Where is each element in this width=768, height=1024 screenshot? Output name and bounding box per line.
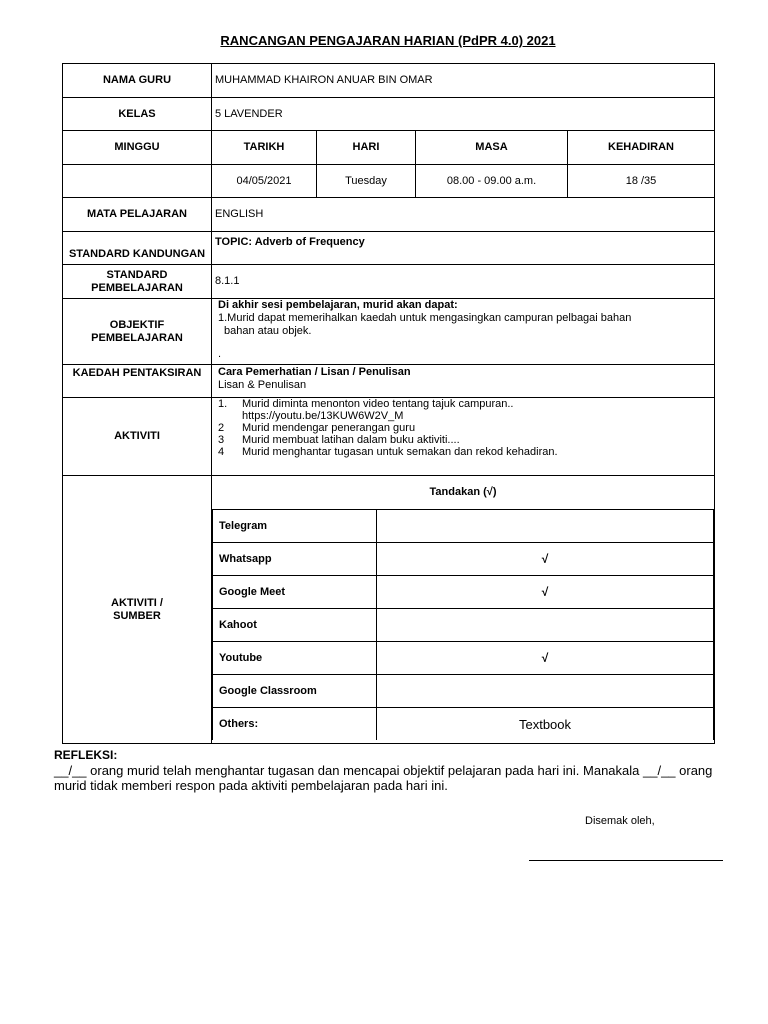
platform-row-google-meet — [213, 576, 714, 609]
check-icon[interactable]: √ — [377, 576, 714, 609]
header-kehadiran: KEHADIRAN — [568, 131, 715, 165]
refleksi-text[interactable]: __/__ orang murid telah menghantar tugasan dan mencapai objektif pelajaran pada hari ini. Manakala __/__ orang murid tidak memberi respon pada aktiviti pembelajaran pada hari ini. — [54, 763, 713, 793]
label-standard-line2: PEMBELAJARAN — [91, 281, 183, 294]
value-kelas: 5 LAVENDER — [212, 98, 715, 131]
label-kaedah: KAEDAH PENTAKSIRAN — [63, 365, 212, 398]
row-objektif — [63, 299, 715, 365]
disemak-label: Disemak oleh, — [585, 815, 655, 827]
video-link[interactable]: https://youtu.be/13KUW6W2V_M — [242, 410, 404, 422]
objektif-line-2: bahan atau objek. — [224, 325, 312, 337]
value-minggu — [63, 165, 212, 198]
value-masa: 08.00 - 09.00 a.m. — [416, 165, 568, 198]
platform-name: Whatsapp — [213, 543, 377, 576]
sumber-container — [212, 476, 715, 744]
value-standard-pembelajaran: 8.1.1 — [212, 265, 715, 299]
value-kehadiran: 18 /35 — [568, 165, 715, 198]
row-schedule-values — [63, 165, 715, 198]
aktiviti-item: 3 Murid membuat latihan dalam buku aktiviti.... — [218, 434, 460, 446]
platform-mark[interactable] — [377, 675, 714, 708]
value-nama-guru: MUHAMMAD KHAIRON ANUAR BIN OMAR — [212, 64, 715, 98]
platform-name: Youtube — [213, 642, 377, 675]
platform-row-others — [213, 708, 714, 741]
platform-row-google-classroom — [213, 675, 714, 708]
label-objektif-line1: OBJEKTIF — [109, 318, 165, 331]
objektif-line-1: 1.Murid dapat memerihalkan kaedah untuk mengasingkan campuran pelbagai bahan — [218, 312, 632, 324]
document-title: RANCANGAN PENGAJARAN HARIAN (PdPR 4.0) 2021 — [220, 33, 556, 48]
label-sumber-line2: SUMBER — [113, 609, 161, 622]
platform-name: Google Meet — [213, 576, 377, 609]
header-minggu: MINGGU — [63, 131, 212, 165]
row-nama-guru — [63, 64, 715, 98]
label-standard-kandungan: STANDARD KANDUNGAN — [63, 232, 212, 265]
signature-line[interactable] — [529, 860, 723, 861]
label-sumber-line1: AKTIVITI / — [111, 596, 163, 609]
platform-row-youtube — [213, 642, 714, 675]
refleksi-section — [54, 748, 724, 793]
platform-mark[interactable] — [377, 609, 714, 642]
row-standard-pembelajaran — [63, 265, 715, 299]
row-kelas — [63, 98, 715, 131]
check-icon[interactable]: √ — [377, 642, 714, 675]
others-value[interactable]: Textbook — [377, 708, 714, 741]
row-aktiviti — [63, 398, 715, 476]
label-objektif-line2: PEMBELAJARAN — [91, 331, 183, 344]
value-hari: Tuesday — [317, 165, 416, 198]
value-kaedah — [212, 365, 715, 398]
value-standard-kandungan: TOPIC: Adverb of Frequency — [212, 232, 715, 265]
header-masa: MASA — [416, 131, 568, 165]
aktiviti-item — [218, 410, 708, 422]
kaedah-options: Cara Pemerhatian / Lisan / Penulisan — [218, 366, 411, 378]
objektif-heading: Di akhir sesi pembelajaran, murid akan dapat: — [218, 299, 458, 311]
label-objektif — [63, 299, 212, 365]
label-kelas: KELAS — [63, 98, 212, 131]
row-sumber — [63, 476, 715, 744]
label-aktiviti: AKTIVITI — [63, 398, 212, 476]
label-standard-pembelajaran — [63, 265, 212, 299]
refleksi-label: REFLEKSI: — [54, 748, 118, 762]
label-nama-guru: NAMA GURU — [63, 64, 212, 98]
value-objektif — [212, 299, 715, 365]
value-mata-pelajaran: ENGLISH — [212, 198, 715, 232]
platform-row-kahoot — [213, 609, 714, 642]
aktiviti-item: 4 Murid menghantar tugasan untuk semakan dan rekod kehadiran. — [218, 446, 558, 458]
objektif-line-3: . — [218, 348, 222, 360]
platform-name: Telegram — [213, 510, 377, 543]
check-icon[interactable]: √ — [377, 543, 714, 576]
tandakan-header: Tandakan (√) — [213, 476, 714, 510]
kaedah-value: Lisan & Penulisan — [218, 379, 307, 391]
aktiviti-item: 1. Murid diminta menonton video tentang tajuk campuran.. — [218, 398, 514, 410]
label-standard-line1: STANDARD — [106, 268, 168, 281]
header-tarikh: TARIKH — [212, 131, 317, 165]
platform-row-whatsapp — [213, 543, 714, 576]
platform-name: Others: — [213, 708, 377, 741]
sumber-table — [212, 476, 714, 740]
row-kaedah — [63, 365, 715, 398]
label-mata-pelajaran: MATA PELAJARAN — [63, 198, 212, 232]
row-mata-pelajaran — [63, 198, 715, 232]
value-tarikh: 04/05/2021 — [212, 165, 317, 198]
header-hari: HARI — [317, 131, 416, 165]
value-aktiviti — [212, 398, 715, 476]
aktiviti-item: 2 Murid mendengar penerangan guru — [218, 422, 416, 434]
lesson-plan-table — [62, 63, 715, 744]
platform-row-telegram — [213, 510, 714, 543]
platform-mark[interactable] — [377, 510, 714, 543]
platform-name: Kahoot — [213, 609, 377, 642]
label-sumber — [63, 476, 212, 744]
row-standard-kandungan — [63, 232, 715, 265]
aktiviti-list — [218, 398, 708, 458]
row-schedule-header — [63, 131, 715, 165]
platform-name: Google Classroom — [213, 675, 377, 708]
